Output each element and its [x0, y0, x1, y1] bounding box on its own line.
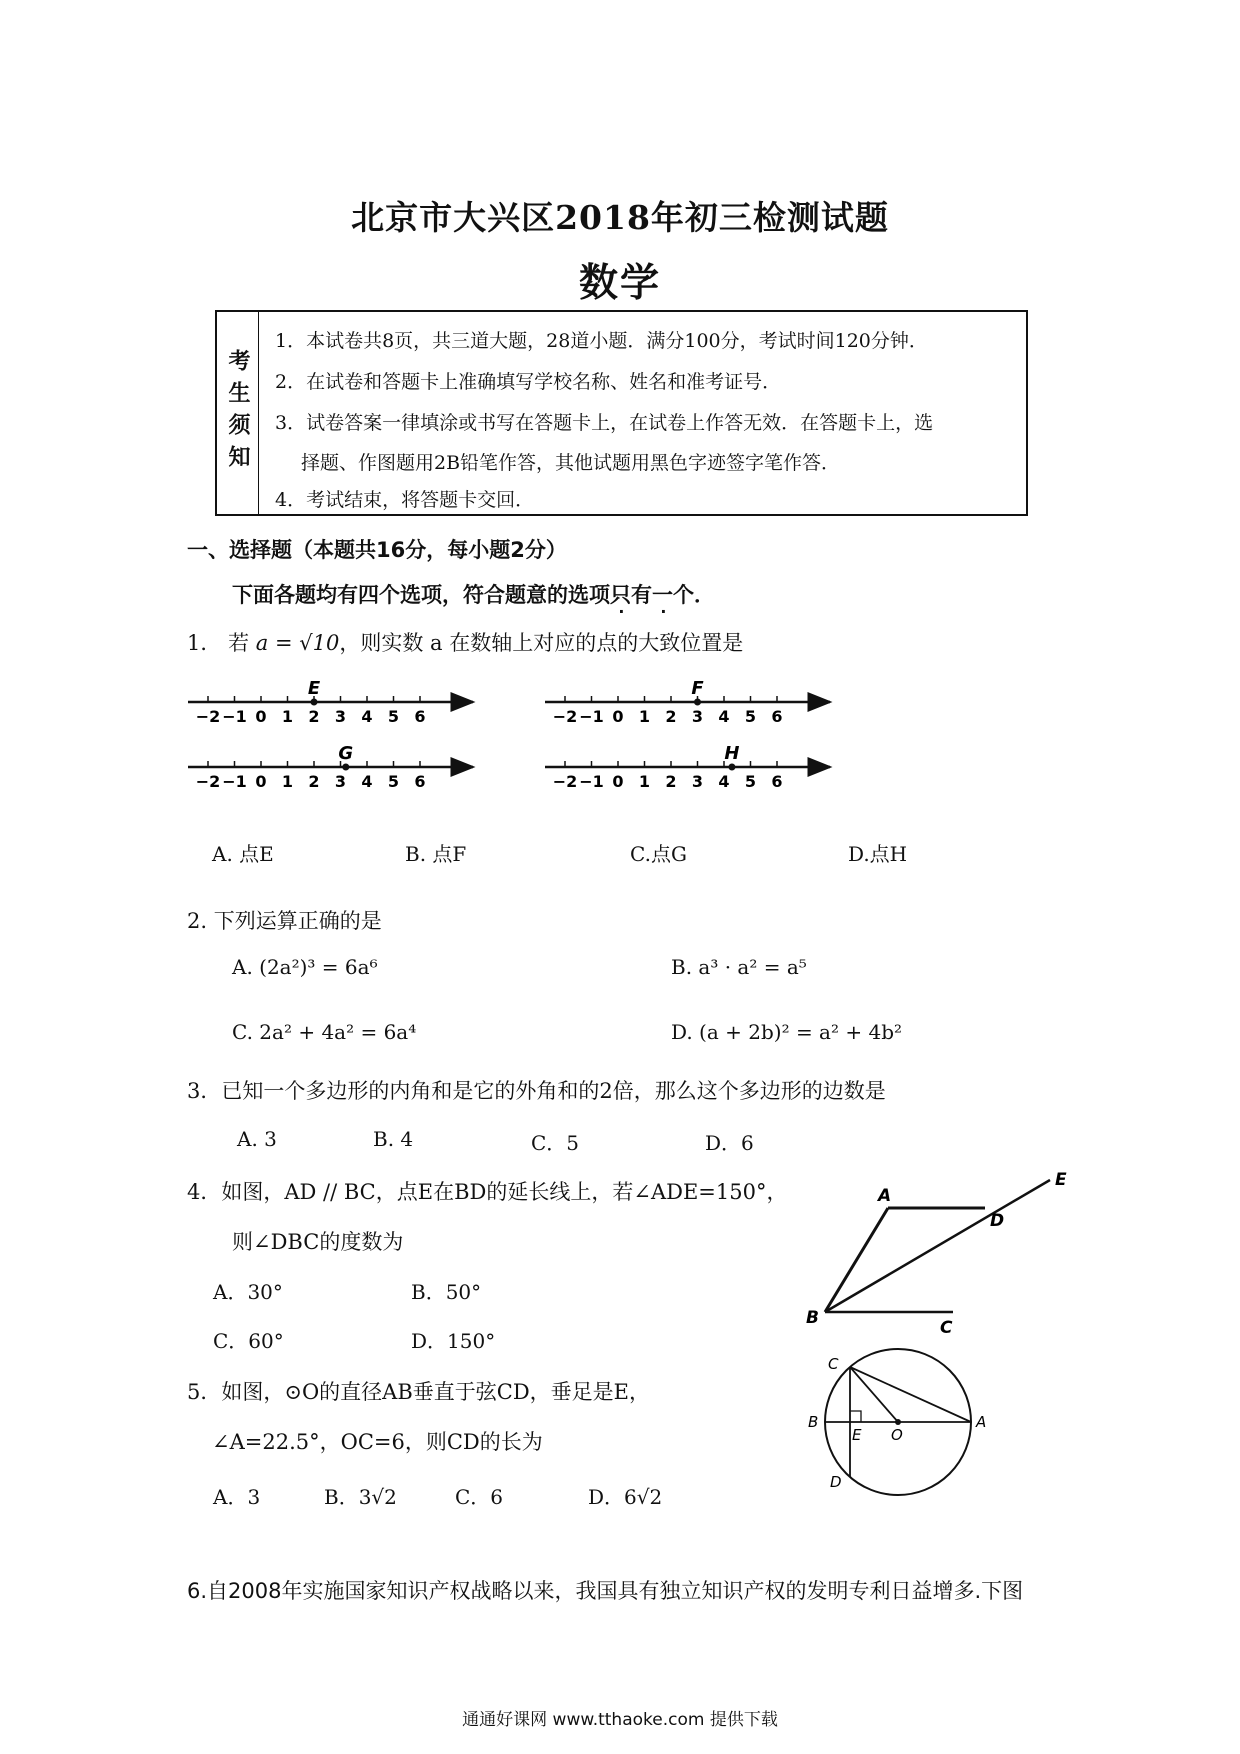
- tick-label: 6: [414, 772, 426, 791]
- instruction-text: 有: [631, 583, 652, 607]
- notice-label: 考生须知: [225, 349, 250, 477]
- q3-option-c[interactable]: C．5: [531, 1131, 580, 1155]
- notice-item-4: 4．考试结束，将答题卡交回．: [275, 489, 535, 511]
- notice-item-2: 2．在试卷和答题卡上准确填写学校名称、姓名和准考证号．: [275, 371, 782, 393]
- label-d: D: [990, 1211, 1005, 1231]
- tick-label: −2: [195, 772, 221, 791]
- point-label: F: [691, 678, 704, 699]
- tick-label: 2: [665, 707, 677, 726]
- number-line-f: [545, 678, 830, 726]
- q5-circle-figure: [800, 1345, 1010, 1505]
- q2-option-c[interactable]: C. 2a² + 4a² = 6a⁴: [232, 1020, 417, 1044]
- question-4-stem-line2: 则∠DBC的度数为: [232, 1230, 404, 1254]
- q2-option-a[interactable]: A. (2a²)³ = 6a⁶: [232, 955, 378, 979]
- q1-option-c[interactable]: C.点G: [630, 842, 687, 866]
- section-instruction: [232, 579, 715, 609]
- label-c: C: [940, 1318, 953, 1338]
- q3-option-d[interactable]: D．6: [705, 1131, 754, 1155]
- tick-label: 6: [771, 772, 783, 791]
- notice-item-1: 1．本试卷共8页，共三道大题，28道小题．满分100分，考试时间120分钟．: [275, 330, 928, 352]
- tick-label: 3: [691, 707, 704, 726]
- label-e: E: [852, 1426, 862, 1444]
- tick-label: 4: [361, 772, 373, 791]
- number-line-figures: [180, 672, 860, 802]
- label-c: C: [828, 1355, 839, 1373]
- tick-label: −1: [222, 772, 247, 791]
- point-marker: [342, 764, 349, 771]
- point-marker: [728, 764, 735, 771]
- emphasis-char: 只: [610, 583, 631, 607]
- tick-label: 5: [744, 772, 757, 791]
- tick-label: −2: [552, 707, 578, 726]
- question-4-stem: 4．如图，AD // BC，点E在BD的延长线上，若∠ADE=150°，: [187, 1180, 788, 1204]
- number-line-g: [188, 743, 473, 791]
- tick-label: −1: [222, 707, 247, 726]
- q1-option-b[interactable]: B. 点F: [405, 842, 467, 866]
- footer-text: 通通好课网 www.tthaoke.com 提供下载: [462, 1710, 778, 1730]
- tick-label: 1: [281, 707, 294, 726]
- tick-label: 3: [691, 772, 704, 791]
- label-a: A: [878, 1186, 892, 1206]
- point-marker: [311, 699, 318, 706]
- question-text: 若: [228, 631, 250, 655]
- q3-option-a[interactable]: A. 3: [237, 1127, 277, 1151]
- question-number: 1．: [187, 631, 222, 655]
- point-label: E: [307, 678, 321, 699]
- tick-label: 3: [334, 707, 347, 726]
- tick-label: −1: [579, 772, 604, 791]
- notice-item-3-cont: 择题、作图题用2B铅笔作答，其他试题用黑色字迹签字笔作答．: [301, 452, 841, 474]
- q5-option-b[interactable]: B．3√2: [324, 1485, 397, 1509]
- q5-option-c[interactable]: C．6: [455, 1485, 504, 1509]
- label-e: E: [1055, 1170, 1067, 1190]
- q4-option-b[interactable]: B．50°: [411, 1280, 482, 1304]
- tick-label: −1: [579, 707, 604, 726]
- tick-label: 1: [281, 772, 294, 791]
- tick-label: 5: [744, 707, 757, 726]
- tick-label: 4: [718, 707, 730, 726]
- question-3-stem: 3．已知一个多边形的内角和是它的外角和的2倍，那么这个多边形的边数是: [187, 1079, 886, 1103]
- question-5-stem-line2: ∠A=22.5°，OC=6，则CD的长为: [212, 1430, 543, 1454]
- tick-label: 0: [255, 707, 267, 726]
- q1-option-a[interactable]: A. 点E: [212, 842, 274, 866]
- tick-label: 4: [718, 772, 730, 791]
- question-5-stem: 5．如图，⊙O的直径AB垂直于弦CD，垂足是E，: [187, 1380, 651, 1404]
- tick-label: 1: [638, 707, 651, 726]
- question-text: ，则实数 a 在数轴上对应的点的大致位置是: [339, 631, 744, 655]
- tick-label: 3: [334, 772, 347, 791]
- page-title: 北京市大兴区2018年初三检测试题: [351, 198, 889, 237]
- tick-label: 4: [361, 707, 373, 726]
- q4-option-d[interactable]: D．150°: [411, 1329, 496, 1353]
- q2-option-b[interactable]: B. a³ · a² = a⁵: [671, 955, 807, 979]
- q4-option-a[interactable]: A．30°: [213, 1280, 283, 1304]
- notice-item-3: 3．试卷答案一律填涂或书写在答题卡上，在试卷上作答无效．在答题卡上，选: [275, 412, 934, 434]
- label-o: O: [891, 1426, 903, 1444]
- instruction-text: 下面各题均有四个选项，符合题意的选项: [232, 583, 610, 607]
- q2-option-d[interactable]: D. (a + 2b)² = a² + 4b²: [671, 1020, 903, 1044]
- tick-label: 0: [255, 772, 267, 791]
- label-b: B: [808, 1413, 819, 1431]
- tick-label: 2: [308, 772, 320, 791]
- tick-label: 0: [612, 772, 624, 791]
- tick-label: 6: [414, 707, 426, 726]
- tick-label: 2: [308, 707, 320, 726]
- tick-label: 5: [387, 772, 400, 791]
- tick-label: 6: [771, 707, 783, 726]
- instruction-text: 个．: [673, 583, 715, 607]
- q1-option-d[interactable]: D.点H: [848, 842, 908, 866]
- q5-option-a[interactable]: A．3: [213, 1485, 261, 1509]
- q5-option-d[interactable]: D．6√2: [588, 1485, 663, 1509]
- point-marker: [694, 699, 701, 706]
- number-line-e: [188, 678, 473, 726]
- tick-label: −2: [552, 772, 578, 791]
- point-label: G: [338, 743, 354, 764]
- math-expression: a = √10: [255, 631, 340, 655]
- tick-label: 2: [665, 772, 677, 791]
- label-a: A: [976, 1413, 987, 1431]
- label-d: D: [830, 1473, 842, 1491]
- question-1-stem: [187, 627, 743, 657]
- exam-notice-box: [215, 310, 1028, 516]
- emphasis-char: 一: [652, 583, 673, 607]
- notice-label-cell: [217, 312, 259, 514]
- tick-label: 0: [612, 707, 624, 726]
- q4-figure: [800, 1165, 1080, 1345]
- q4-option-c[interactable]: C．60°: [213, 1329, 284, 1353]
- tick-label: 1: [638, 772, 651, 791]
- section-heading: 一、选择题（本题共16分，每小题2分）: [187, 538, 567, 562]
- tick-label: −2: [195, 707, 221, 726]
- number-line-h: [545, 743, 830, 791]
- question-6-stem: 6.自2008年实施国家知识产权战略以来，我国具有独立知识产权的发明专利日益增多.下图: [187, 1579, 1024, 1603]
- question-2-stem: 2. 下列运算正确的是: [187, 909, 382, 933]
- tick-label: 5: [387, 707, 400, 726]
- q3-option-b[interactable]: B. 4: [373, 1127, 414, 1151]
- subject-title: 数学: [578, 260, 661, 306]
- point-label: H: [724, 743, 740, 764]
- label-b: B: [806, 1308, 819, 1328]
